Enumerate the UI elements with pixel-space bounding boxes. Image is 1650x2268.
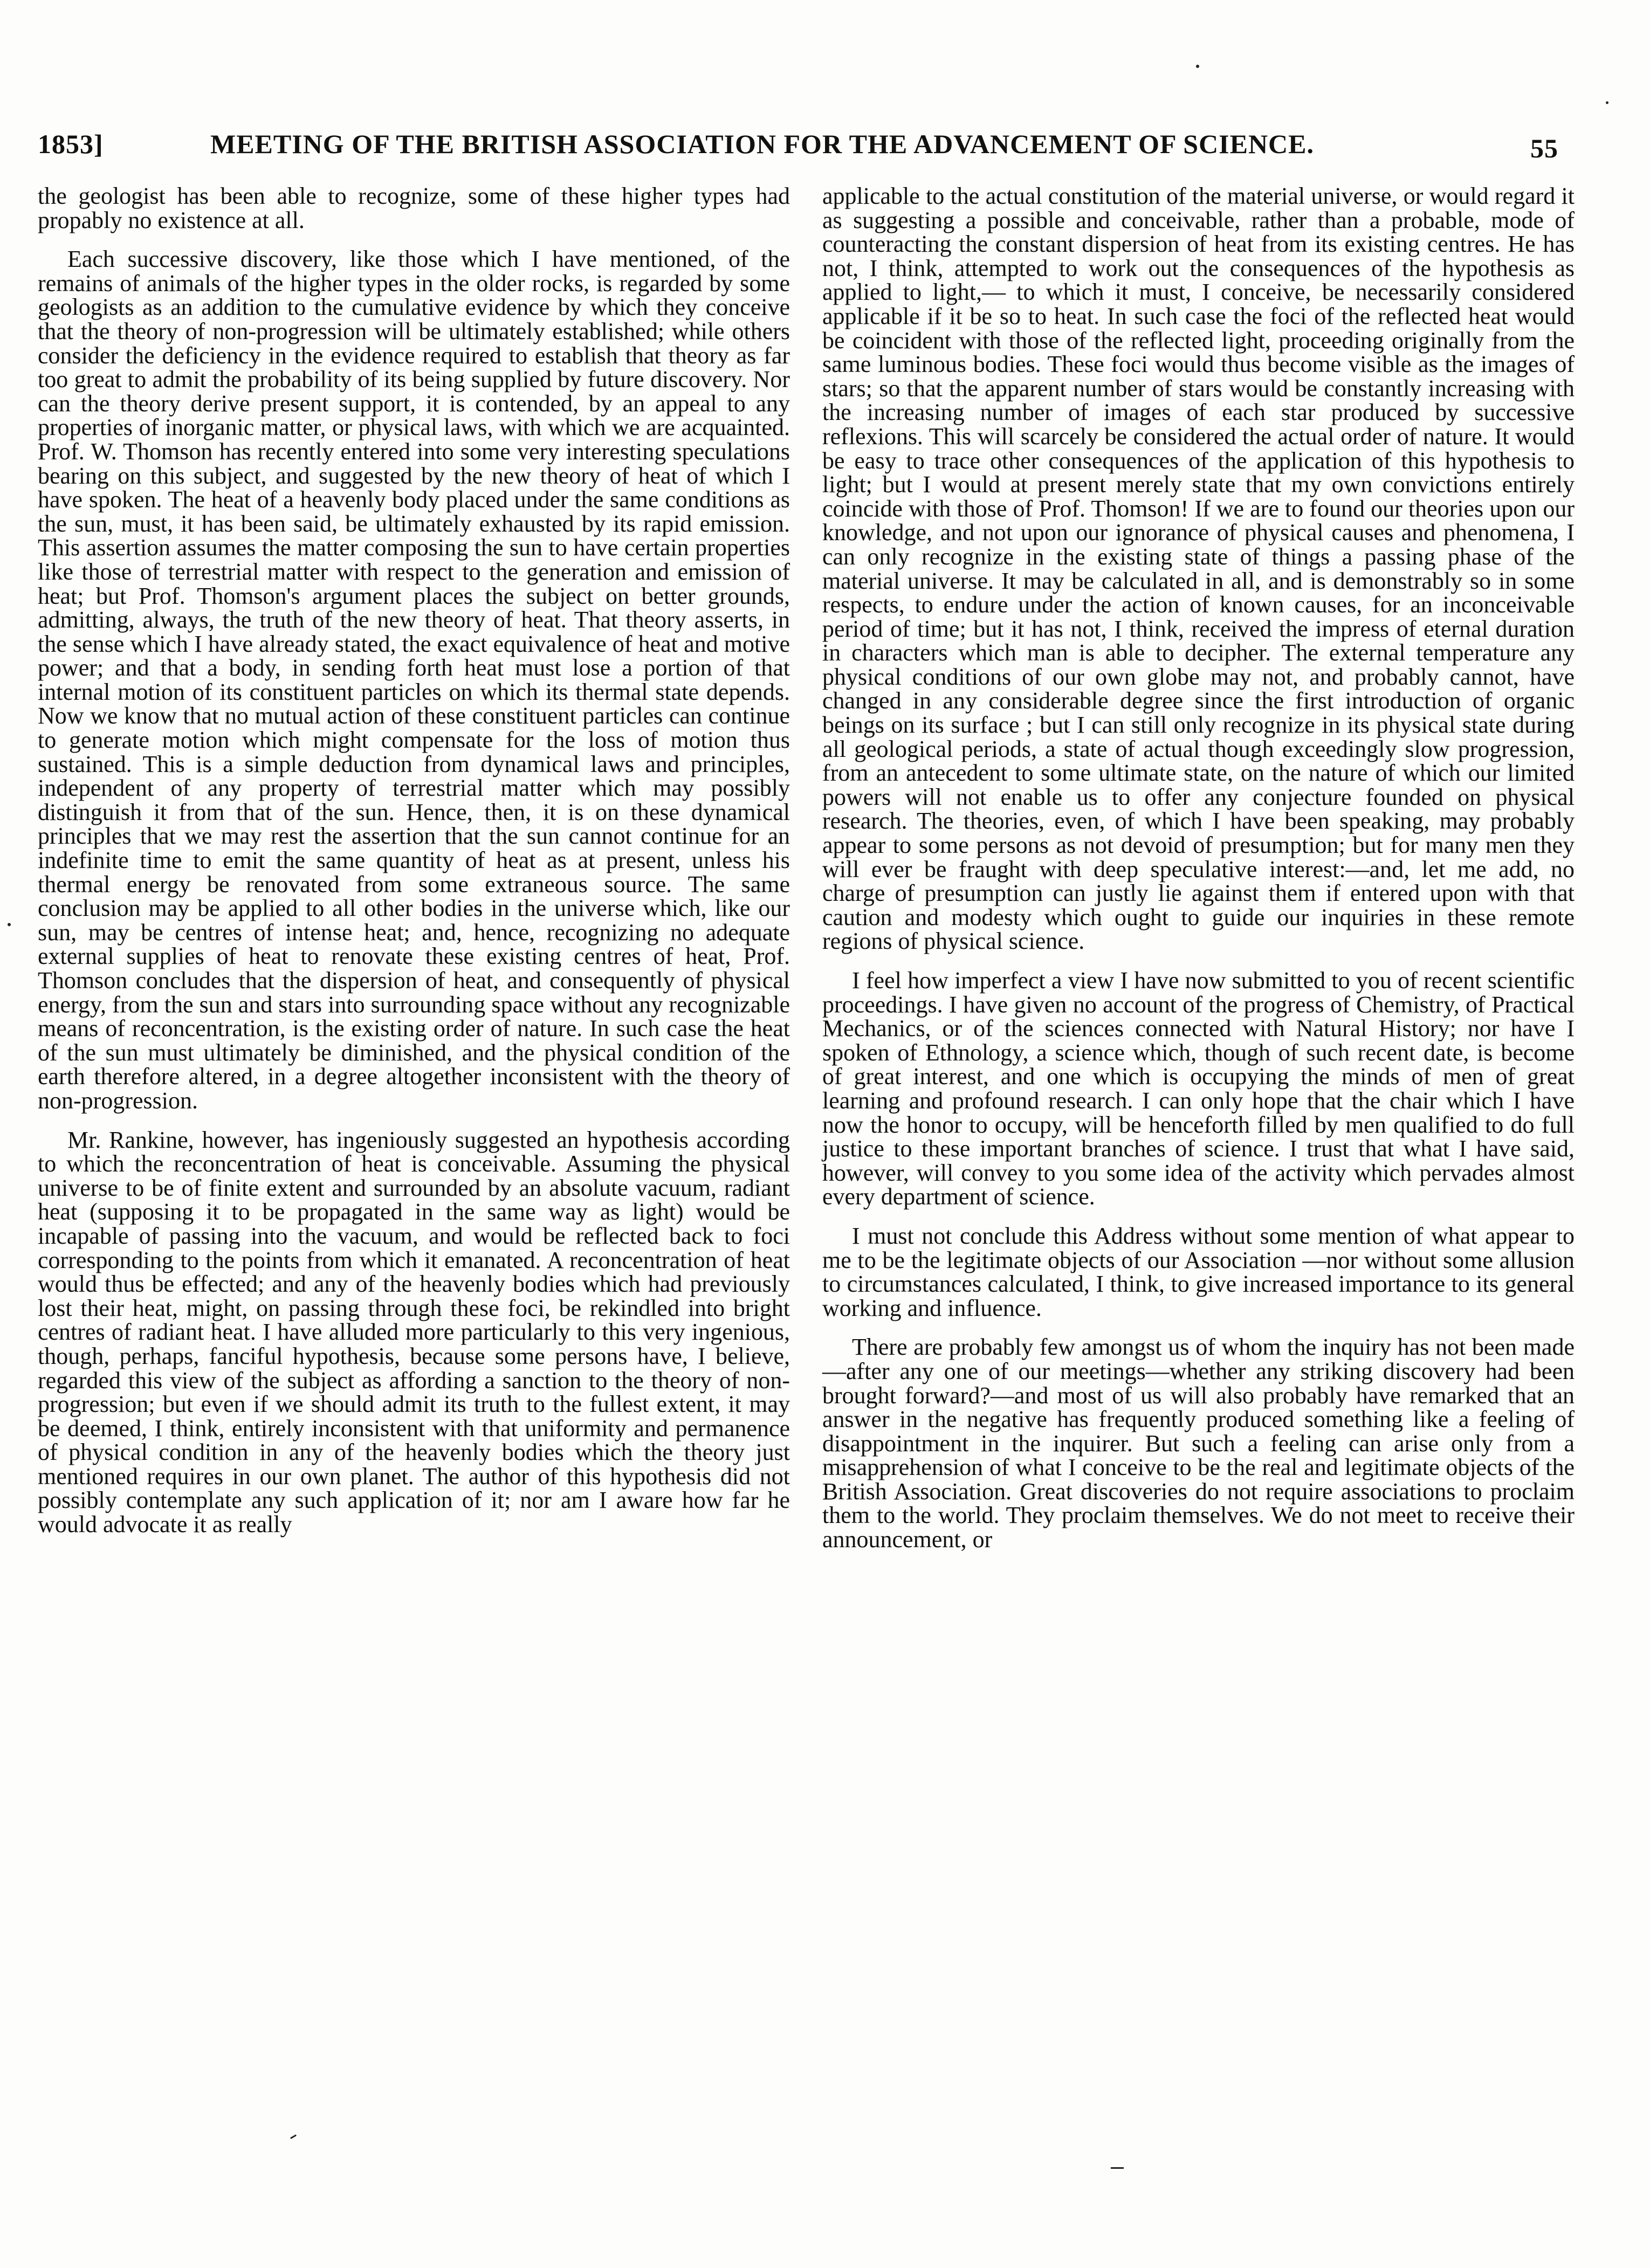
left-paragraph-3: Mr. Rankine, however, has ingeniously suggested an hypothesis according to which the reconcentration of heat is conceivable. Assuming the physical universe to be of finite extent and surrounded by an absolute vacuum, radiant heat (supposing it to be propagated in the same way as light) would be incapable of passing into the vacuum, and would be reflected back to foci corresponding to the points from which it emanated. A reconcentration of heat would thus be effected; and any of the heavenly bodies which had previously lost their heat, might, on passing through these foci, be rekindled into bright centres of radiant heat. I have alluded more particularly to this very ingenious, though, perhaps, fanciful hypothesis, because some persons have, I believe, regarded this view of the subject as affording a sanction to the theory of non-progression; but even if we should admit its truth to the fullest extent, it may be deemed, I think, entirely inconsistent with that uniformity and permanence of physical condition in any of the heavenly bodies which the theory just mentioned requires in our own planet. The author of this hypothesis did not possibly contemplate any such application of it; nor am I aware how far he would advocate it as really: [38, 1126, 790, 1538]
right-paragraph-4: There are probably few amongst us of whom the inquiry has not been made—after any one of our meetings—whether any striking discovery had been brought forward?—and most of us will also probably have remarked that an answer in the negative has frequently produced something like a feeling of disappointment in the inquirer. But such a feeling can arise only from a misapprehension of what I conceive to be the real and legitimate objects of the British Association. Great discoveries do not require associations to proclaim them to the world. They proclaim themselves. We do not meet to receive their announcement, or: [822, 1334, 1575, 1553]
header-year: 1853]: [38, 129, 104, 159]
print-speck-right: [1606, 101, 1608, 104]
left-paragraph-1: the geologist has been able to recognize, some of these higher types had propably no existence at all.: [38, 183, 790, 233]
header-title: MEETING OF THE BRITISH ASSOCIATION FOR THE ADVANCEMENT OF SCIENCE.: [210, 129, 1315, 159]
right-column: [822, 184, 1575, 1567]
print-speck-left: [8, 923, 11, 926]
print-speck-bottom: [1111, 2167, 1124, 2169]
left-column: [38, 184, 790, 1552]
left-paragraph-2: Each successive discovery, like those which I have mentioned, of the remains of animals of the higher types in the older rocks, is regarded by some geologists as an addition to the cumulative evidence by which they conceive that the theory of non-progression will be ultimately established; while others consider the deficiency in the evidence required to establish that theory as far too great to admit the probability of its being supplied by future discovery. Nor can the theory derive present support, it is contended, by an appeal to any properties of inorganic matter, or physical laws, with which we are acquainted. Prof. W. Thomson has recently entered into some very interesting speculations bearing on this subject, and suggested by the new theory of heat of which I have spoken. The heat of a heavenly body placed under the same conditions as the sun, must, it has been said, be ultimately exhausted by its rapid emission. This assertion assumes the matter composing the sun to have certain properties like those of terrestrial matter with respect to the generation and emission of heat; but Prof. Thomson's argument places the subject on better grounds, admitting, always, the truth of the new theory of heat. That theory asserts, in the sense which I have already stated, the exact equivalence of heat and motive power; and that a body, in sending forth heat must lose a portion of that internal motion of its constituent particles on which its thermal state depends. Now we know that no mutual action of these constituent particles can continue to generate motion which might compensate for the loss of motion thus sustained. This is a simple deduction from dynamical laws and principles, independent of any property of terrestrial matter which may possibly distinguish it from that of the sun. Hence, then, it is on these dynamical principles that we may rest the assertion that the sun cannot continue for an indefinite time to emit the same quantity of heat as at present, unless his thermal energy be renovated from some extraneous source. The same conclusion may be applied to all other bodies in the universe which, like our sun, may be centres of intense heat; and, hence, recognizing no adequate external supplies of heat to renovate these existing centres of heat, Prof. Thomson concludes that the dispersion of heat, and consequently of physical energy, from the sun and stars into surrounding space without any recognizable means of reconcentration, is the existing order of nature. In such case the heat of the sun must ultimately be diminished, and the physical condition of the earth therefore altered, in a degree altogether inconsistent with the theory of non-progression.: [38, 246, 790, 1114]
right-paragraph-1: applicable to the actual constitution of the material universe, or would regard it as suggesting a possible and conceivable, rather than a probable, mode of counteracting the constant dispersion of heat from its existing centres. He has not, I think, attempted to work out the consequences of the hypothesis as applied to light,— to which it must, I conceive, be necessarily considered applicable if it be so to heat. In such case the foci of the reflected heat would be coincident with those of the reflected light, proceeding originally from the same luminous bodies. These foci would thus become visible as the images of stars; so that the apparent number of stars would be constantly increasing with the increasing number of images of each star produced by successive reflexions. This will scarcely be considered the actual order of nature. It would be easy to trace other consequences of the application of this hypothesis to light; but I would at present merely state that my own convictions entirely coincide with those of Prof. Thomson! If we are to found our theories upon our knowledge, and not upon our ignorance of physical causes and phenomena, I can only recognize in the existing state of things a passing phase of the material universe. It may be calculated in all, and is demonstrably so in some respects, to endure under the action of known causes, for an inconceivable period of time; but it has not, I think, received the impress of eternal duration in characters which man is able to decipher. The external temperature any physical conditions of our own globe may not, and probably cannot, have changed in any considerable degree since the first introduction of organic beings on its surface ; but I can still only recognize in its physical state during all geological periods, a state of actual though exceedingly slow progression, from an antecedent to some ultimate state, on the nature of which our limited powers will not enable us to offer any conjecture founded on physical research. The theories, even, of which I have been speaking, may probably appear to some persons as not devoid of presumption; but for many men they will ever be fraught with deep speculative interest:—and, let me add, no charge of presumption can justly lie against them if entered upon with that caution and modesty which ought to guide our inquiries in these remote regions of physical science.: [822, 183, 1575, 955]
right-paragraph-2: I feel how imperfect a view I have now submitted to you of recent scientific proceedings. I have given no account of the progress of Chemistry, of Practical Mechanics, or of the sciences connected with Natural History; nor have I spoken of Ethnology, a science which, though of such recent date, is become of great interest, and one which is occupying the minds of men of great learning and profound research. I can only hope that the chair which I have now the honor to occupy, will be henceforth filled by men qualified to do full justice to these important branches of science. I trust that what I have said, however, will convey to you some idea of the activity which pervades almost every department of science.: [822, 967, 1575, 1210]
print-speck-bottom-left: [290, 2134, 297, 2139]
page-number: 55: [1530, 133, 1558, 163]
right-paragraph-3: I must not conclude this Address without some mention of what appear to me to be the legitimate objects of our Association —nor without some allusion to circumstances calculated, I think, to give increased importance to its general working and influence.: [822, 1222, 1575, 1321]
print-speck-top: [1196, 65, 1199, 68]
running-head: [38, 128, 1558, 171]
